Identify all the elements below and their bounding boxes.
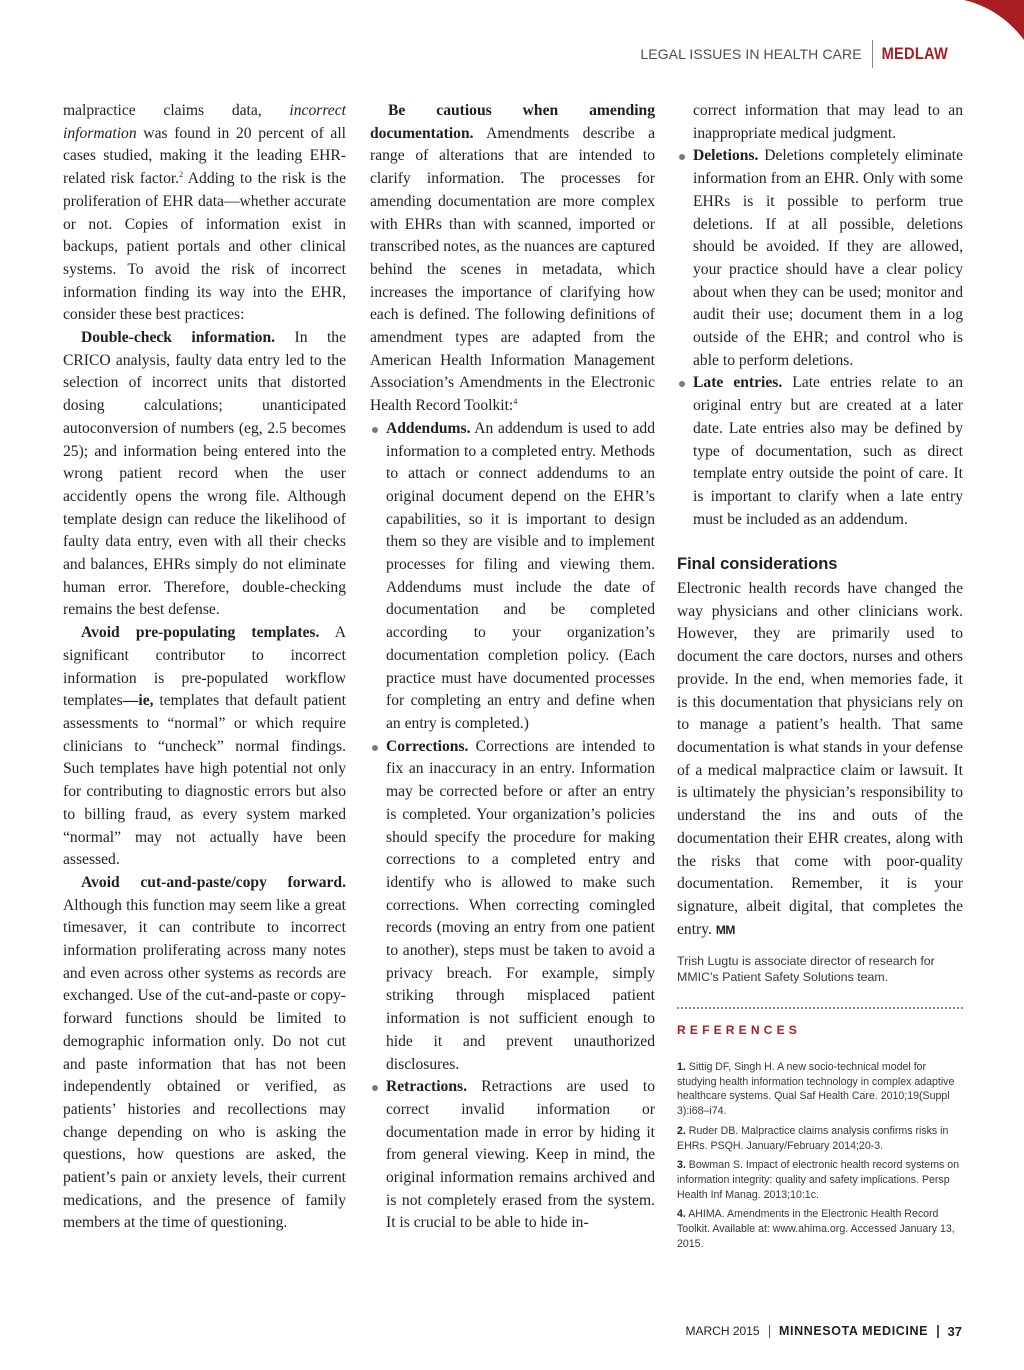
corner-decoration	[964, 0, 1024, 40]
list-item: Addendums. An addendum is used to add information to a completed entry. Methods to attach or connect addendums to an original document depend on the EHR’s capabilities, so it is important to design them so they are visible and to implement processes for filing and viewing them. Addendums must include the date of documentation and be completed according to your organization’s documentation completion policy. (Each practice must have documented processes for completing an entry and define when an entry is completed.)	[370, 418, 655, 736]
page-header	[640, 40, 960, 68]
dotted-divider	[677, 1007, 963, 1009]
page-number: 37	[947, 1323, 962, 1339]
footer-divider	[937, 1325, 939, 1338]
reference-item: 4. AHIMA. Amendments in the Electronic Health Record Toolkit. Available at: www.ahima.org. Accessed January 13, 2015.	[677, 1208, 955, 1250]
references-list	[677, 1060, 963, 1251]
reference-item: 2. Ruder DB. Malpractice claims analysis confirms risks in EHRs. PSQH. January/February 2014;20-3.	[677, 1124, 949, 1152]
paragraph-final: Electronic health records have changed the way physicians and other clinicians work. However, they are primarily used to document the care doctors, nurses and others provide. In the end, when memories fade, it is this documentation that physicians rely on to manage a patient’s health. That same documentation is what stands in your defense of a medical malpractice claim or lawsuit. It is ultimately the physician’s responsibility to understand the ins and outs of the documentation their EHR creates, along with the risks that come with poor-quality documentation. Remember, it is your signature, albeit digital, that completes the entry. MM	[677, 580, 963, 938]
footer-divider	[769, 1325, 771, 1338]
list-item: Late entries. Late entries relate to an original entry but are created at a later date. Late entries also may be defined by type of documentation, such as direct template entry outside the point of care. It is important to clarify when a late entry must be included as an addendum.	[677, 372, 963, 531]
subhead-cut-and-paste: Avoid cut-and-paste/copy forward.	[81, 873, 346, 891]
header-section-title: LEGAL ISSUES IN HEALTH CARE	[640, 40, 872, 68]
issue-date: MARCH 2015	[685, 1324, 760, 1338]
section-heading-final-considerations: Final considerations	[677, 555, 838, 574]
reference-item: 3. Bowman S. Impact of electronic health record systems on information integrity: quality and safety implications. Persp Health Inf Manag. 2013;10:1c.	[677, 1159, 960, 1201]
paragraph-prepopulating: Avoid pre-populating templates. A significant contributor to incorrect information is pre-populated workflow templates—ie, templates that default patient assessments to “normal” or which require clinicians to “uncheck” normal findings. Such templates have high potential not only for contributing to diagnostic errors but also to billing fraud, as every system marked “normal” may not actually have been assessed.	[63, 624, 346, 869]
author-bio: Trish Lugtu is associate director of research for MMIC’s Patient Safety Solutions team.	[677, 954, 935, 985]
column-3	[677, 100, 963, 1256]
amendment-types-list-continued	[677, 100, 963, 531]
column-2	[370, 100, 655, 1235]
paragraph-cut-and-paste: Avoid cut-and-paste/copy forward. Although this function may seem like a great timesaver, it can contribute to incorrect information proliferating across many notes and even across other systems as records are exchanged. Use of the cut-and-paste or copy-forward functions should be limited to demographic information only. Do not cut and paste information that has not been independently obtained or verified, as patients’ histories and recollections may change depending on who is asking the questions, how questions are asked, the patient’s pain or anxiety levels, their current medications, and the presence of family members at the time of questioning.	[63, 873, 346, 1232]
magazine-name: MINNESOTA MEDICINE	[779, 1324, 929, 1338]
references-title: REFERENCES	[677, 1023, 802, 1038]
list-item-continued: correct information that may lead to an inappropriate medical judgment.	[693, 102, 963, 142]
subhead-double-check: Double-check information.	[81, 329, 276, 347]
list-item: Deletions. Deletions completely eliminate information from an EHR. Only with some EHRs is it possible to perform true deletions. If at all possible, deletions should be avoided. If they are allowed, your practice should have a clear policy about when they can be used; monitor and audit their use; document them in a log outside of the EHR; and control who is able to perform deletions.	[677, 145, 963, 372]
list-item: Retractions. Retractions are used to correct invalid information or documentation made in error by hiding it from general viewing. Keep in mind, the original information remains archived and is not completely erased from the system. It is crucial to be able to hide in-	[370, 1076, 655, 1235]
paragraph-intro: malpractice claims data, incorrect information was found in 20 percent of all cases studied, making it the leading EHR-related risk factor.$^2$ Adding to the risk is the proliferation of EHR data—whether accurate or not. Copies of information exist in backups, patient portals and other clinical systems. To avoid the risk of incorrect information finding its way into the EHR, consider these best practices:	[63, 102, 346, 324]
column-1	[63, 100, 346, 1235]
subhead-prepopulating: Avoid pre-populating templates.	[81, 624, 320, 642]
paragraph-amending: Be cautious when amending documentation. Amendments describe a range of alterations that are intended to clarify information. The processes for amending documentation are more complex with EHRs than with scanned, imported or transcribed notes, as the nuances are captured behind the scenes in metadata, which increases the importance of clarifying how each is defined. The following definitions of amendment types are adapted from the American Health Information Management Association’s Amendments in the Electronic Health Record Toolkit:$^4$	[370, 102, 655, 415]
page-footer	[686, 1322, 963, 1340]
reference-item: 1. Sittig DF, Singh H. A new socio-technical model for studying health information technology in complex adaptive healthcare systems. Qual Saf Health Care. 2010;19(Suppl 3):i68–i74.	[677, 1061, 955, 1118]
paragraph-double-check: Double-check information. In the CRICO analysis, faulty data entry led to the selection of incorrect units that distorted dosing calculations; unanticipated autoconversion of numbers (eg, 2.5 becomes 25); and information being entered into the wrong patient record when the user accidently opens the wrong file. Although template design can reduce the likelihood of faulty data entry, even with all their checks and balances, EHRs simply do not eliminate human error. Therefore, double-checking remains the best defense.	[63, 329, 347, 619]
subhead-amending: Be cautious when amending documentation.	[370, 102, 655, 142]
header-brand: MEDLAW	[881, 44, 948, 63]
end-mark: MM	[715, 922, 735, 937]
amendment-types-list	[370, 418, 655, 1235]
list-item: Corrections. Corrections are intended to fix an inaccuracy in an entry. Information may be corrected before or after an entry is completed. Your organization’s policies should specify the procedure for making corrections to a completed entry and identify who is allowed to make such corrections. When correcting comingled records (moving an entry from one patient to another), steps must be taken to avoid a privacy breach. For example, simply striking through misplaced patient information is not sufficient enough to hide it and prevent unauthorized disclosures.	[370, 736, 655, 1077]
